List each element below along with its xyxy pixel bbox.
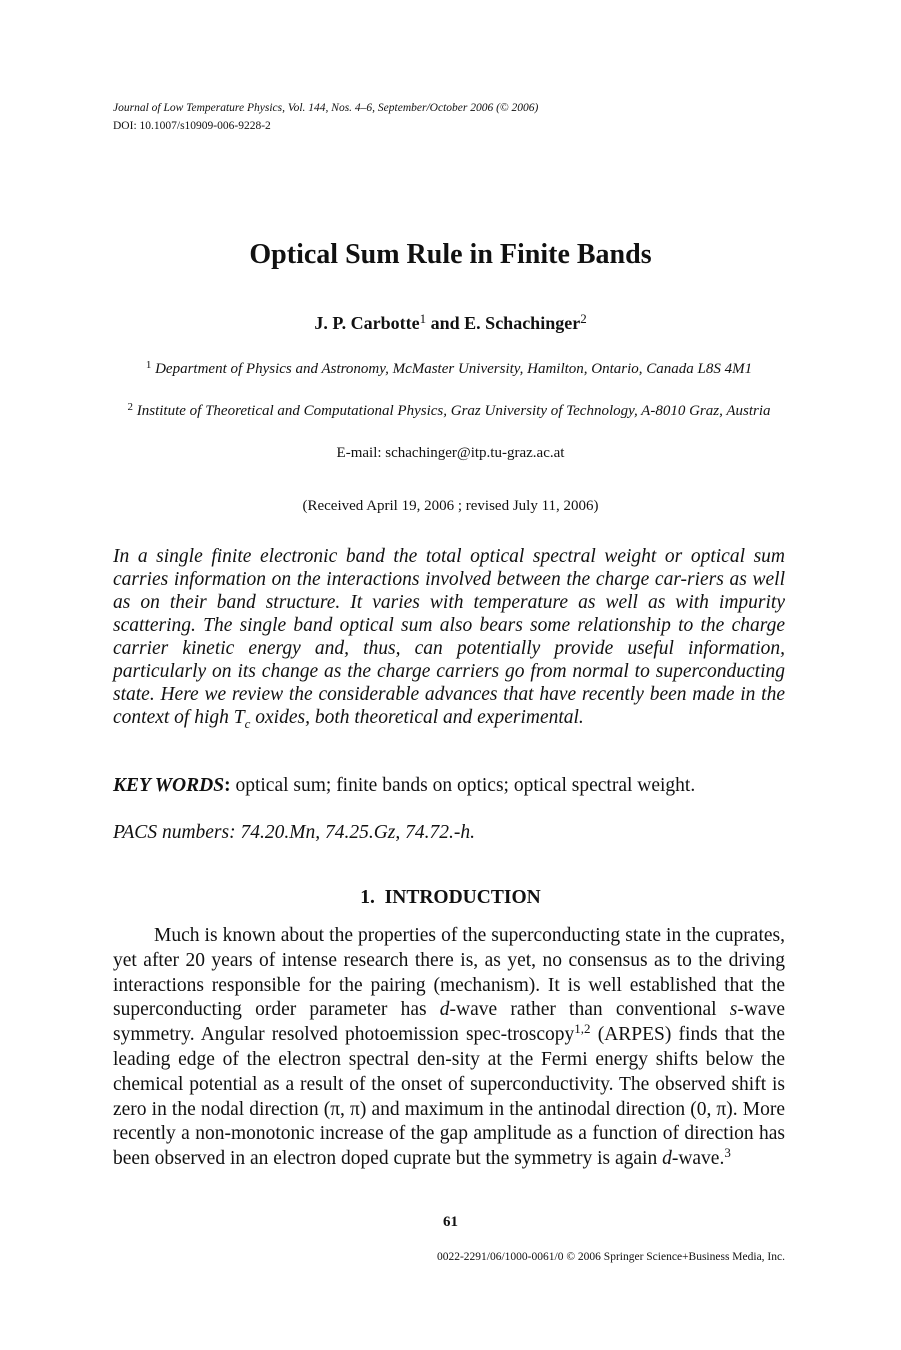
keywords-text: optical sum; finite bands on optics; optical spectral weight. <box>230 775 696 796</box>
nodal-direction: (π, π) <box>323 1098 367 1120</box>
author-carbotte: J. P. Carbotte <box>314 313 420 333</box>
affiliation-1-mark: 1 <box>145 359 152 371</box>
pacs-label: PACS numbers <box>113 822 230 843</box>
paper-title: Optical Sum Rule in Finite Bands <box>249 239 652 270</box>
antinodal-direction: (0, π) <box>690 1098 733 1120</box>
keywords-colon: : <box>224 775 231 796</box>
keywords-label: KEY WORDS <box>113 775 225 796</box>
abstract-text-2: oxides, both theoretical and experimental. <box>250 707 584 728</box>
citation-3: 3 <box>724 1145 731 1161</box>
keywords <box>113 774 793 798</box>
pacs-numbers <box>113 821 475 845</box>
affiliation-1-text: Department of Physics and Astronomy, McMaster University, Hamilton, Ontario, Canada L8S 4M1 <box>155 361 753 377</box>
tc-symbol: $T_c$ <box>233 707 251 731</box>
page-number: 61 <box>443 1214 458 1230</box>
journal-citation: Journal of Low Temperature Physics, Vol. 144, Nos. 4–6, September/October 2006 (© 2006) <box>113 102 539 114</box>
abstract-text-1: In a single finite electronic band the total optical spectral weight or optical sum carries information on the interactions involved between the charge car-riers as well as on their band structure. It varies with temperature as well as with impurity scattering. The single band optical sum also bears some relationship to the charge carrier kinetic energy and, thus, can potentially provide useful information, particularly on its change as the charge carriers go from normal to superconducting state. Here we review the considerable advances that have recently been made in the context of high <box>113 546 785 728</box>
copyright-line: 0022-2291/06/1000-0061/0 © 2006 Springer Science+Business Media, Inc. <box>436 1251 785 1263</box>
pacs-text: : 74.20.Mn, 74.25.Gz, 74.72.-h. <box>229 822 476 843</box>
author-separator: and <box>426 313 465 333</box>
author-schachinger: E. Schachinger <box>464 313 581 333</box>
doi-line: DOI: 10.1007/s10909-006-9228-2 <box>113 120 271 132</box>
author-line <box>0 311 901 335</box>
introduction-paragraph: Much is known about the properties of the superconducting state in the cuprates, yet after 20 years of intense research there is, as yet, no consensus as to the driving interactions responsible for the pairing (mechanism). It is well established that the superconducting order parameter has d-wave rather than conventional s-wave symmetry. Angular resolved photoemission spec-troscopy$^{1,2}$ (ARPES) finds that the leading edge of the electron spectral den-sity at the Fermi energy shifts below the chemical potential as a result of the onset of superconductivity. The observed shift is zero in the nodal direction (π, π) and maximum in the antinodal direction (0, π). More recently a non-monotonic increase of the gap amplitude as a function of direction has been observed in an electron doped cuprate but the symmetry is again d-wave.$^3$ <box>113 925 785 1170</box>
affiliation-2-text: Institute of Theoretical and Computational Physics, Graz University of Technology, A-8010 Graz, Austria <box>136 403 771 419</box>
citation-1-2: 1,2 <box>574 1021 591 1037</box>
author2-affiliation-mark: 2 <box>580 311 587 326</box>
contact-email: E-mail: schachinger@itp.tu-graz.ac.at <box>336 445 565 461</box>
author1-affiliation-mark: 1 <box>419 311 427 326</box>
received-dates: (Received April 19, 2006 ; revised July 11, 2006) <box>302 498 599 514</box>
affiliation-2 <box>113 401 785 422</box>
abstract <box>113 545 785 735</box>
section-heading-introduction: 1. INTRODUCTION <box>360 887 541 908</box>
affiliation-2-mark: 2 <box>127 401 133 413</box>
affiliation-1 <box>113 359 785 380</box>
